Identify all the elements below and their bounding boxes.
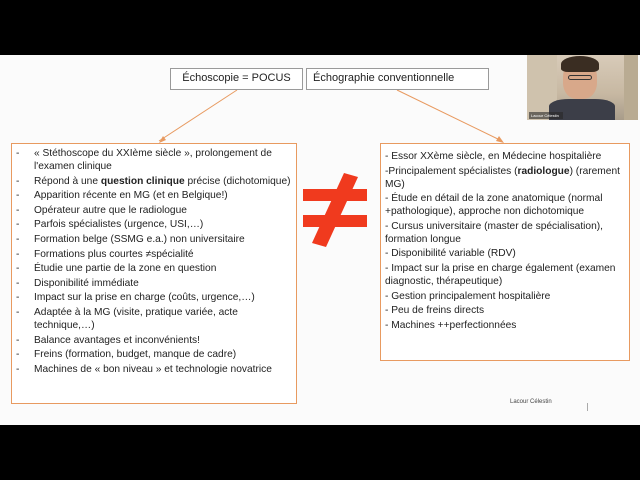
list-item-text: - Gestion principalement hospitalière [385, 290, 551, 302]
list-item [385, 262, 625, 288]
bullet-dash: - [16, 292, 20, 304]
list-item-text: Balance avantages et inconvénients! [34, 334, 200, 346]
list-item-text: Adaptée à la MG (visite, pratique variée, acte technique,…) [34, 306, 238, 331]
bullet-dash: - [16, 190, 20, 202]
list-item-emphasis: question clinique [100, 175, 185, 187]
list-item [385, 150, 625, 163]
list-item [16, 262, 292, 275]
list-item-text: Formation belge (SSMG e.a.) non universitaire [34, 233, 245, 245]
list-item-text: Formations plus courtes ≠spécialité [34, 248, 194, 260]
list-item [385, 220, 625, 246]
list-item-text: - Cursus universitaire (master de spécialisation), formation longue [385, 220, 603, 245]
pocus-list [11, 143, 297, 404]
conventional-echo-list [380, 143, 630, 361]
list-item-text: « Stéthoscope du XXIème siècle », prolongement de l'examen clinique [34, 148, 272, 172]
list-item [16, 248, 292, 261]
bullet-dash: - [16, 148, 20, 159]
list-item-text: Machines de « bon niveau » et technologie novatrice [34, 363, 272, 375]
neq-slash [312, 173, 358, 247]
list-item [16, 218, 292, 231]
list-item [16, 334, 292, 347]
list-item [385, 192, 625, 218]
list-item-text: Freins (formation, budget, manque de cadre) [34, 349, 237, 361]
list-item-text: -Principalement spécialistes ( [385, 165, 518, 177]
list-item-text: Répond à une [34, 175, 101, 187]
list-item [16, 363, 292, 376]
bullet-dash: - [16, 277, 20, 289]
list-item-text: ) (rarement MG) [385, 165, 620, 190]
list-item-text: - Essor XXème siècle, en Médecine hospitalière [385, 151, 602, 162]
list-item-text: Opérateur autre que le radiologue [34, 204, 187, 216]
list-item-text: Disponibilité immédiate [34, 277, 139, 289]
title-pocus: Échoscopie = POCUS [170, 68, 303, 90]
list-item [16, 306, 292, 332]
not-equal-symbol [300, 171, 370, 251]
list-item [385, 304, 625, 317]
bullet-dash: - [16, 363, 20, 375]
list-item-text: Étudie une partie de la zone en question [34, 263, 217, 275]
bullet-dash: - [16, 334, 20, 346]
list-item-text: - Impact sur la prise en charge également (examen diagnostic, thérapeutique) [385, 262, 616, 287]
webcam-person-glasses [568, 75, 592, 80]
list-item-text: - Étude en détail de la zone anatomique (normal +pathologique), approche non dichotomique [385, 193, 603, 218]
list-item-text: Parfois spécialistes (urgence, USI,…) [34, 219, 204, 231]
list-item [385, 247, 625, 260]
list-item [16, 175, 292, 188]
bullet-dash: - [16, 263, 20, 275]
bullet-dash: - [16, 175, 20, 187]
list-item [16, 233, 292, 246]
list-item [16, 291, 292, 304]
list-item-text: Apparition récente en MG (et en Belgique!) [34, 190, 228, 202]
list-item [16, 277, 292, 290]
bullet-dash: - [16, 219, 20, 231]
list-item [16, 348, 292, 361]
webcam-door [624, 55, 638, 120]
webcam-thumbnail[interactable] [527, 55, 638, 120]
list-item-text: précise (dichotomique) [184, 175, 291, 187]
list-item-text: - Machines ++perfectionnées [385, 319, 517, 331]
participant-name-label: Lacour Célestin [529, 112, 563, 119]
list-item [16, 204, 292, 217]
list-item-text: - Peu de freins directs [385, 305, 485, 317]
list-item [385, 319, 625, 332]
list-item-text: - Disponibilité variable (RDV) [385, 248, 516, 260]
list-item [385, 165, 625, 191]
bullet-dash: - [16, 233, 20, 245]
list-item [16, 147, 292, 173]
title-conventional-echo: Échographie conventionnelle [306, 68, 489, 90]
list-item [16, 189, 292, 202]
list-item-emphasis: radiologue [517, 165, 570, 177]
slide-marker [587, 403, 588, 411]
list-item [385, 290, 625, 303]
webcam-person-hair [561, 56, 599, 72]
bullet-dash: - [16, 204, 20, 216]
bullet-dash: - [16, 306, 20, 318]
bullet-dash: - [16, 248, 20, 260]
list-item-text: Impact sur la prise en charge (coûts, urgence,…) [34, 292, 255, 304]
bullet-dash: - [16, 349, 20, 361]
author-footer: Lacour Célestin [510, 399, 552, 405]
